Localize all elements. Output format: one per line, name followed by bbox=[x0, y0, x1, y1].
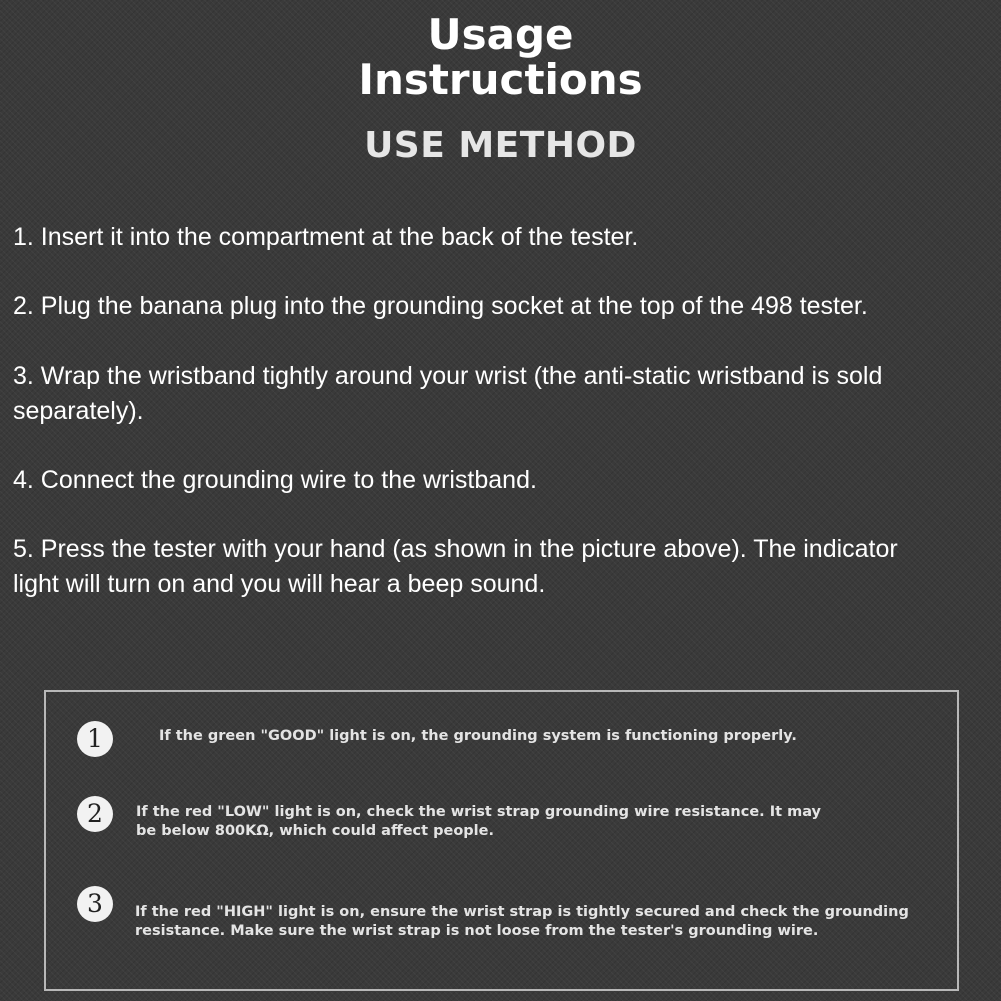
step-4-line-1: 4. Connect the grounding wire to the wristband. bbox=[13, 466, 537, 494]
instruction-step-1 bbox=[13, 220, 983, 255]
number-circle-icon-2: 2 bbox=[77, 796, 113, 832]
instruction-step-4 bbox=[13, 463, 983, 498]
notice-text-1 bbox=[159, 727, 797, 746]
instruction-step-2 bbox=[13, 289, 983, 324]
notice-text-3 bbox=[135, 903, 909, 941]
page-subtitle: USE METHOD bbox=[364, 125, 637, 166]
notice-3-line-1: If the red "HIGH" light is on, ensure the wrist strap is tightly secured and check the grounding bbox=[135, 904, 909, 920]
notice-text-2 bbox=[136, 803, 821, 841]
number-circle-icon-1: 1 bbox=[77, 721, 113, 757]
step-2-line-1: 2. Plug the banana plug into the grounding socket at the top of the 498 tester. bbox=[13, 292, 868, 320]
number-circle-icon-3: 3 bbox=[77, 886, 113, 922]
page-title-line-1: Usage bbox=[427, 10, 574, 59]
indicator-notice-box bbox=[44, 690, 959, 991]
step-3-line-1: 3. Wrap the wristband tightly around your wrist (the anti-static wristband is sold bbox=[13, 362, 883, 390]
step-5-line-1: 5. Press the tester with your hand (as shown in the picture above). The indicator bbox=[13, 535, 898, 563]
notice-2-line-2: be below 800KΩ, which could affect people. bbox=[136, 823, 494, 839]
step-1-line-1: 1. Insert it into the compartment at the back of the tester. bbox=[13, 223, 639, 251]
instruction-step-3 bbox=[13, 359, 983, 429]
step-5-line-2: light will turn on and you will hear a beep sound. bbox=[13, 570, 546, 598]
notice-3-line-2: resistance. Make sure the wrist strap is not loose from the tester's grounding wire. bbox=[135, 923, 819, 939]
step-3-line-2: separately). bbox=[13, 397, 144, 425]
notice-2-line-1: If the red "LOW" light is on, check the wrist strap grounding wire resistance. It may bbox=[136, 804, 821, 820]
notice-1-line-1: If the green "GOOD" light is on, the grounding system is functioning properly. bbox=[159, 728, 797, 744]
instruction-step-5 bbox=[13, 532, 983, 602]
page-title-line-2: Instructions bbox=[358, 55, 643, 104]
